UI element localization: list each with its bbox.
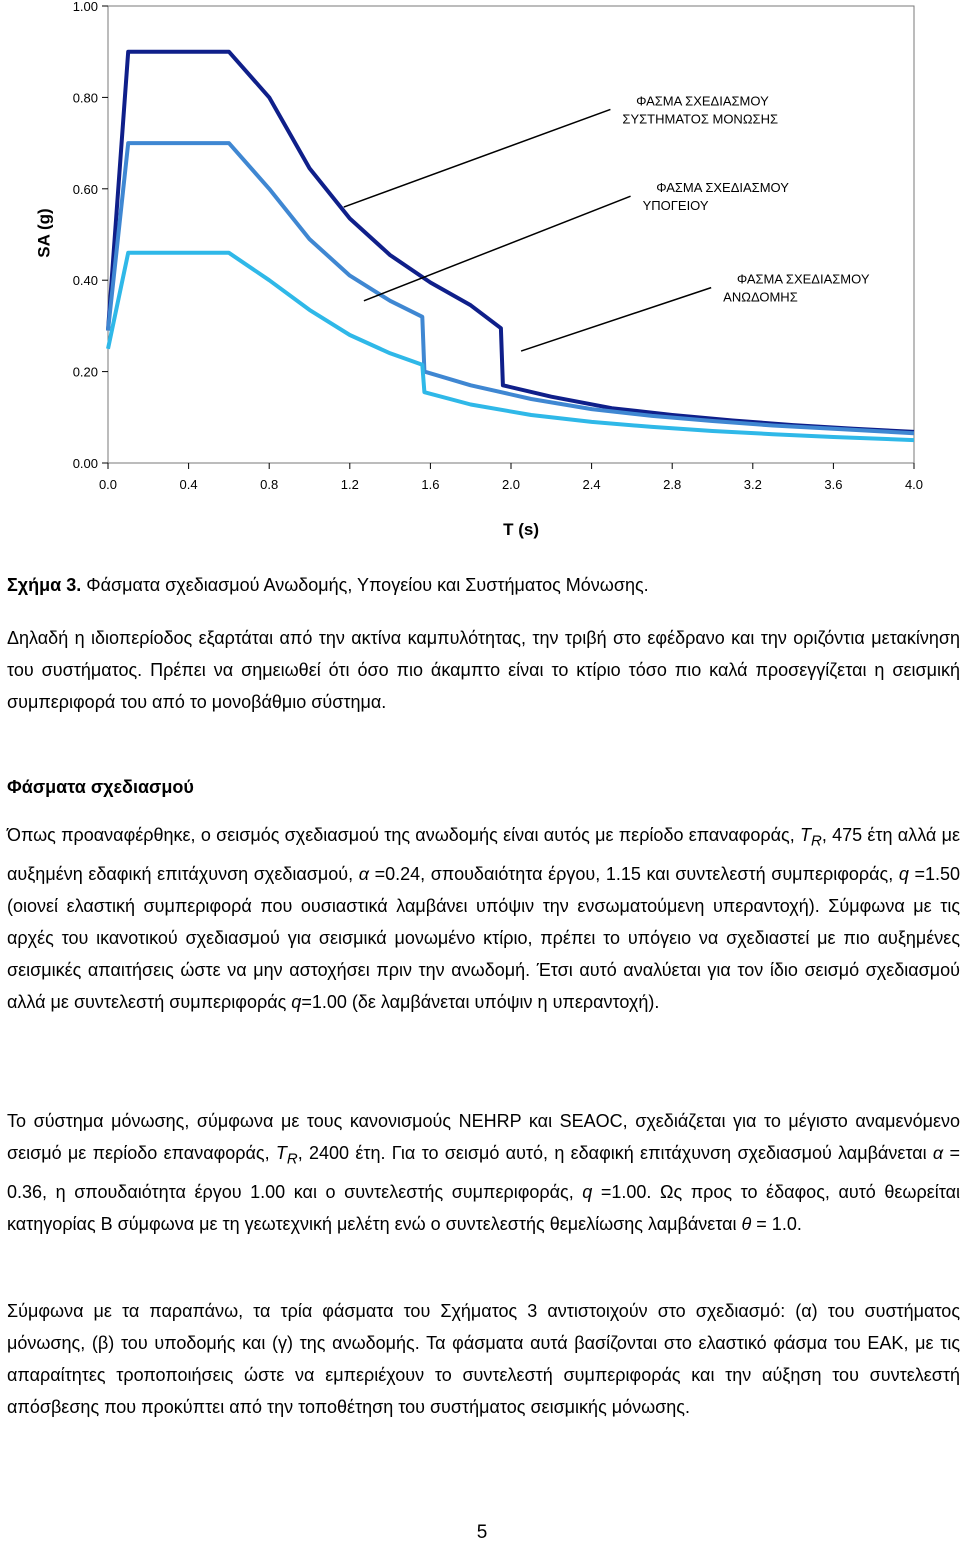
annotation-arrow-2 [364, 196, 631, 301]
annotation-line1-2: ΦΑΣΜΑ ΣΧΕΔΙΑΣΜΟΥ [656, 180, 789, 196]
paragraph-3-part-b: , 2400 έτη. Για το σεισμό αυτό, η εδαφική επιτάχυνση σχεδιασμού λαμβάνεται [297, 1143, 933, 1163]
annotation-line2-3: ΑΝΩΔΟΜΗΣ [723, 289, 798, 305]
figure-caption-text: Φάσματα σχεδιασμού Ανωδομής, Υπογείου και Συστήματος Μόνωσης. [81, 575, 649, 595]
symbol-q-3: q [582, 1181, 593, 1202]
annotation-line1-1: ΦΑΣΜΑ ΣΧΕΔΙΑΣΜΟΥ [636, 93, 769, 109]
symbol-t-2: T [275, 1143, 287, 1163]
paragraph-3-part-c: = 0.36, η σπουδαιότητα έργου 1.00 και ο συντελεστής συμπεριφοράς, [7, 1143, 960, 1202]
paragraph-2-part-c: =0.24, σπουδαιότητα έργου, 1.15 και συντελεστή συμπεριφοράς, [369, 863, 899, 884]
symbol-theta: θ [741, 1213, 752, 1234]
paragraph-3 [7, 1105, 960, 1240]
x-tick-label: 0.8 [260, 477, 279, 492]
symbol-r-subscript: R [811, 832, 822, 850]
symbol-t: T [800, 825, 811, 845]
paragraph-4: Σύμφωνα με τα παραπάνω, τα τρία φάσματα του Σχήματος 3 αντιστοιχούν στο σχεδιασμό: (α) του συστήματος μόνωσης, (β) του υποδομής και (γ) της ανωδομής. Τα φάσματα αυτά βασίζονται στο ελαστικό φάσμα του ΕΑΚ, με τις απαραίτητες τροποποιήσεις ώστε να εμπεριέχουν το συντελεστή συμπεριφοράς και την αύξηση του συντελεστή απόσβεσης που προκύπτει από την τοποθέτηση του συστήματος σεισμικής μόνωσης. [7, 1301, 960, 1417]
y-tick-label: 0.80 [72, 90, 98, 106]
y-tick-label: 0.00 [72, 456, 98, 471]
annotation-line2-1: ΣΥΣΤΗΜΑΤΟΣ ΜΟΝΩΣΗΣ [622, 111, 779, 127]
paragraph-3-part-d: =1.00. Ως προς το έδαφος, αυτό θεωρείται κατηγορίας Β σύμφωνα με τη γεωτεχνική μελέτη ενώ ο συντελεστής θεμελίωσης λαμβάνεται [7, 1181, 960, 1234]
figure-caption-label: Σχήμα 3. [7, 575, 82, 595]
y-axis-label: SA (g) [35, 207, 55, 258]
symbol-alpha: α [358, 863, 370, 884]
figure-caption [7, 575, 649, 596]
paragraph-2-part-e: =1.00 (δε λαμβάνεται υπόψιν η υπεραντοχή). [301, 991, 660, 1012]
response-spectrum-chart [0, 0, 960, 545]
annotation-arrow-3 [521, 288, 711, 351]
y-tick-label: 0.20 [72, 364, 98, 380]
chart-canvas [0, 0, 960, 545]
paragraph-1: Δηλαδή η ιδιοπερίοδος εξαρτάται από την ακτίνα καμπυλότητας, την τριβή στο εφέδρανο και την οριζόντια μετακίνηση του συστήματος. Πρέπει να σημειωθεί ότι όσο πιο άκαμπτο είναι το κτίριο τόσο πιο καλά προσεγγίζεται η σεισμική συμπεριφορά του από το μονοβάθμιο σύστημα. [7, 628, 960, 712]
x-tick-label: 2.8 [663, 477, 682, 492]
page-number: 5 [476, 1522, 488, 1543]
annotation-line1-3: ΦΑΣΜΑ ΣΧΕΔΙΑΣΜΟΥ [736, 271, 870, 287]
symbol-q-2: q [291, 991, 302, 1012]
y-axis-label-wrap [30, 0, 60, 465]
x-tick-label: 1.6 [421, 477, 440, 492]
paragraph-2-part-d: =1.50 (οιονεί ελαστική συμπεριφορά που ουσιαστικά λαμβάνει υπόψιν την ενσωματούμενη υπεραντοχή). Σύμφωνα με τις αρχές του ικανοτικού σχεδιασμού για σεισμικά μονωμένο κτίριο, πρέπει το υπόγειο να σχεδιαστεί με πιο αυξημένες σεισμικές απαιτήσεις ώστε να μην αστοχήσει πριν την ανωδομή. Έτσι αυτό αναλύεται για τον ίδιο σεισμό σχεδιασμού αλλά με συντελεστή συμπεριφοράς [7, 863, 960, 1012]
paragraph-2-part-b: , 475 έτη αλλά με αυξημένη εδαφική επιτάχυνση σχεδιασμού, [7, 825, 960, 884]
annotation-arrow-1 [344, 109, 611, 207]
x-tick-label: 4.0 [904, 477, 924, 492]
x-tick-label: 2.0 [501, 477, 521, 492]
x-axis-label: T (s) [503, 520, 540, 539]
x-tick-label: 0.0 [98, 477, 118, 492]
symbol-r-subscript-2: R [286, 1150, 298, 1168]
symbol-q: q [898, 863, 909, 884]
y-tick-label: 0.60 [72, 181, 98, 197]
annotation-line2-2: ΥΠΟΓΕΙΟΥ [642, 198, 709, 214]
paragraph-3-part-a: Το σύστημα μόνωσης, σύμφωνα με τους κανονισμούς NEHRP και SEAOC, σχεδιάζεται για το μέγιστο αναμενόμενο σεισμό με περίοδο επαναφοράς, [7, 1111, 960, 1163]
x-tick-label: 3.2 [743, 477, 762, 492]
paragraph-2-part-a: Όπως προαναφέρθηκε, ο σεισμός σχεδιασμού της ανωδομής είναι αυτός με περίοδο επαναφοράς, [7, 825, 800, 845]
x-tick-label: 2.4 [582, 477, 601, 492]
paragraph-3-part-e: = 1.0. [751, 1213, 802, 1234]
symbol-alpha-2: α [932, 1143, 944, 1163]
section-heading: Φάσματα σχεδιασμού [7, 777, 194, 797]
paragraph-2 [7, 819, 960, 1018]
x-tick-label: 3.6 [824, 477, 843, 492]
series-line-2 [108, 143, 914, 433]
x-tick-label: 1.2 [340, 477, 359, 492]
series-line-1 [108, 52, 914, 432]
y-tick-label: 1.00 [72, 0, 98, 14]
y-tick-label: 0.40 [72, 273, 98, 289]
x-tick-label: 0.4 [179, 477, 198, 492]
